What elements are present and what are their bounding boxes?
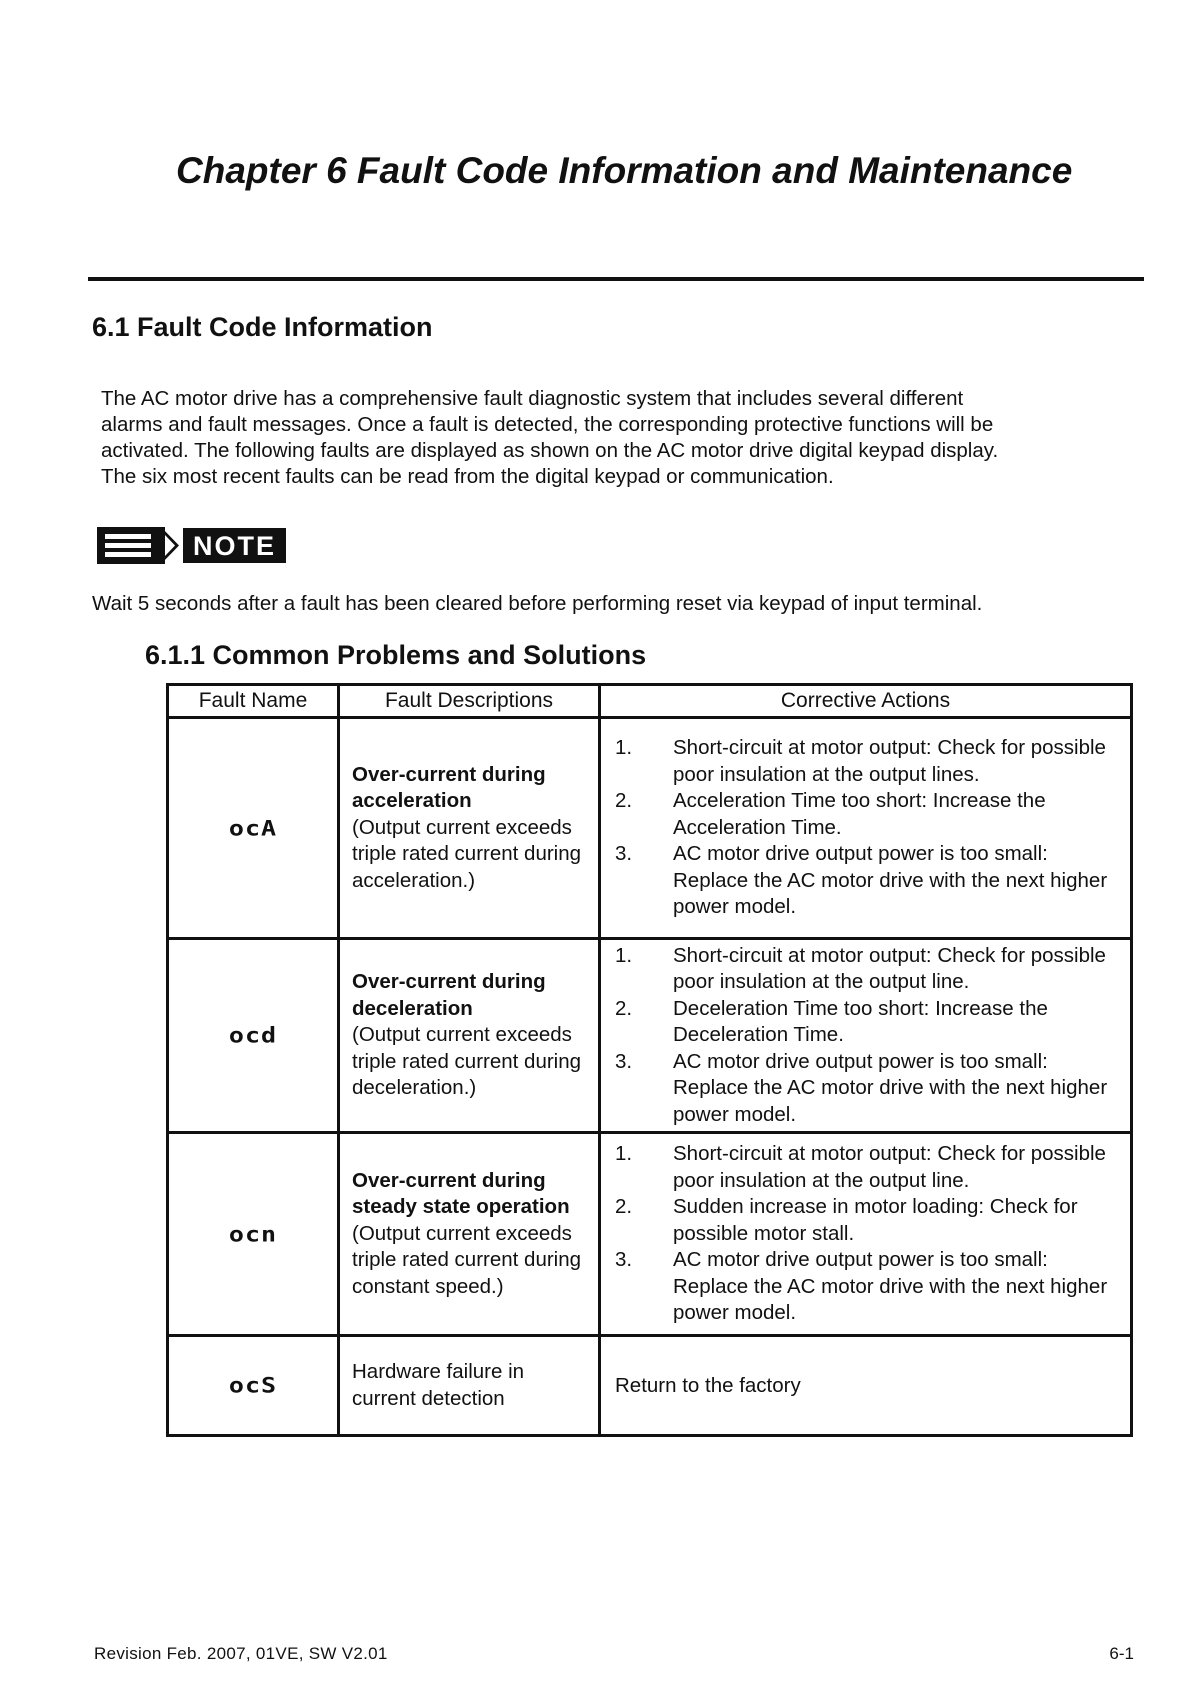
intro-line: The six most recent faults can be read from the digital keypad or communication. [101, 465, 834, 488]
action-item [607, 841, 1122, 921]
fault-code-cell [168, 718, 339, 939]
intro-line: activated. The following faults are displayed as shown on the AC motor drive digital keypad display. [101, 439, 999, 462]
footer-page-number: 6-1 [1109, 1644, 1134, 1663]
fault-code: ocd [228, 1023, 278, 1048]
column-header-fault-descriptions: Fault Descriptions [339, 685, 600, 718]
action-text: Short-circuit at motor output: Check for possible poor insulation at the output lines. [673, 736, 1106, 786]
subsection-heading: 6.1.1 Common Problems and Solutions [145, 640, 647, 670]
table-row [168, 718, 1132, 939]
action-text: Deceleration Time too short: Increase the Deceleration Time. [673, 996, 1048, 1047]
corrective-actions [600, 1133, 1132, 1336]
action-number: 2. [615, 1195, 633, 1219]
fault-description-title: Over-current during deceleration [352, 970, 546, 1020]
section-heading: 6.1 Fault Code Information [92, 312, 433, 342]
action-number: 1. [615, 1142, 633, 1166]
chapter-title: Chapter 6 Fault Code Information and Maintenance [176, 150, 1073, 191]
action-number: 2. [615, 789, 633, 813]
column-header-corrective-actions: Corrective Actions [600, 685, 1132, 718]
note-icon [95, 523, 288, 568]
column-header-fault-name: Fault Name [168, 685, 339, 718]
corrective-actions [600, 1336, 1132, 1436]
fault-description [339, 1336, 600, 1436]
fault-description [339, 939, 600, 1133]
fault-code-cell [168, 1336, 339, 1436]
table-row [168, 1336, 1132, 1436]
fault-description-title: Over-current during steady state operation [352, 1168, 570, 1219]
action-item [607, 943, 1122, 996]
footer-revision: Revision Feb. 2007, 01VE, SW V2.01 [94, 1644, 388, 1663]
action-item [607, 1141, 1122, 1194]
fault-description-title: Over-current during acceleration [352, 762, 546, 813]
action-text: Short-circuit at motor output: Check for possible poor insulation at the output line. [673, 943, 1106, 994]
intro-line: The AC motor drive has a comprehensive fault diagnostic system that includes several different [101, 387, 964, 410]
fault-description-body: Hardware failure in current detection [352, 1360, 525, 1410]
action-item [607, 735, 1122, 788]
action-number: 2. [615, 996, 633, 1020]
action-item [607, 788, 1122, 841]
action-text: AC motor drive output power is too small: Replace the AC motor drive with the next higher power model. [673, 842, 1108, 919]
intro-line: alarms and fault messages. Once a fault is detected, the corresponding protective functions will be [101, 413, 994, 436]
action-text: Return to the factory [615, 1373, 801, 1397]
action-item [607, 996, 1122, 1049]
fault-table [166, 683, 1133, 1437]
action-text: AC motor drive output power is too small: Replace the AC motor drive with the next higher power model. [673, 1049, 1108, 1126]
corrective-actions [600, 718, 1132, 939]
fault-description-body: (Output current exceeds triple rated current during constant speed.) [352, 1221, 582, 1298]
action-text: Sudden increase in motor loading: Check for possible motor stall. [673, 1195, 1078, 1245]
action-number: 3. [615, 842, 633, 866]
fault-description-body: (Output current exceeds triple rated current during acceleration.) [352, 815, 582, 892]
action-item [607, 1194, 1122, 1247]
note-badge-label: NOTE [192, 531, 277, 561]
fault-code: ocS [228, 1373, 278, 1398]
action-text: AC motor drive output power is too small: Replace the AC motor drive with the next higher power model. [673, 1248, 1108, 1325]
table-header-row [168, 685, 1132, 718]
fault-code: ocn [228, 1221, 278, 1247]
fault-code: ocA [228, 815, 278, 841]
action-text: Acceleration Time too short: Increase the Acceleration Time. [673, 789, 1046, 839]
chapter-rule [88, 277, 1144, 281]
note-text: Wait 5 seconds after a fault has been cleared before performing reset via keypad of input terminal. [92, 592, 983, 615]
fault-code-cell [168, 1133, 339, 1336]
fault-code-cell [168, 939, 339, 1133]
fault-description [339, 1133, 600, 1336]
action-text: Short-circuit at motor output: Check for possible poor insulation at the output line. [673, 1142, 1106, 1192]
action-number: 3. [615, 1049, 633, 1073]
table-row [168, 1133, 1132, 1336]
action-number: 3. [615, 1248, 633, 1272]
action-item [607, 1247, 1122, 1327]
pencil-icon [97, 527, 179, 564]
action-item [607, 1049, 1122, 1129]
fault-description-body: (Output current exceeds triple rated current during deceleration.) [352, 1023, 582, 1100]
action-number: 1. [615, 736, 633, 760]
action-number: 1. [615, 943, 633, 967]
intro-paragraph [101, 386, 1141, 490]
table-row [168, 939, 1132, 1133]
corrective-actions [600, 939, 1132, 1133]
fault-description [339, 718, 600, 939]
